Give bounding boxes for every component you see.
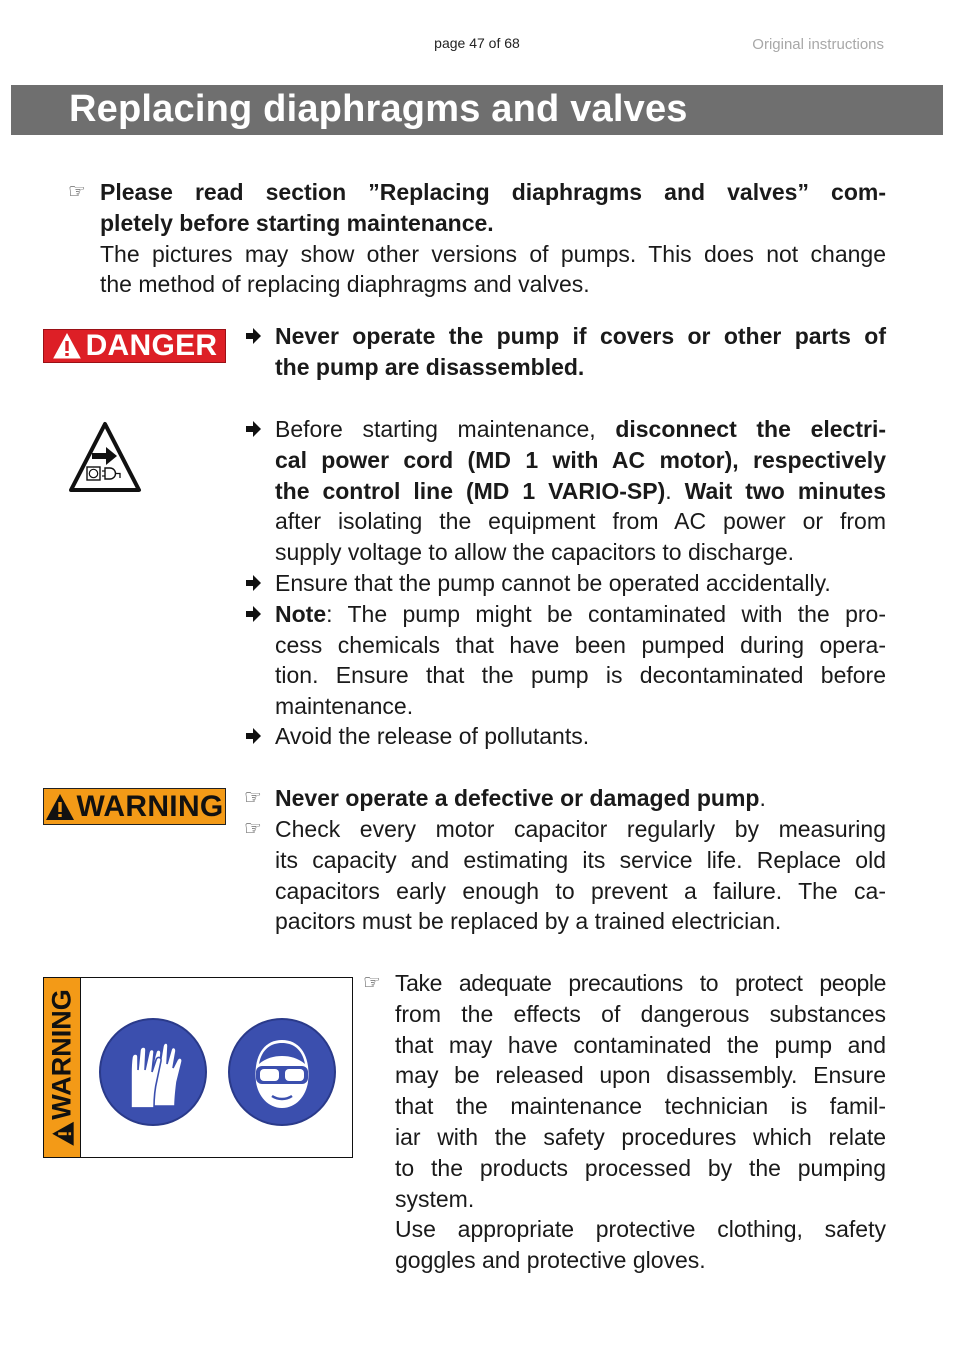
danger-item-4-line-4: maintenance. [275, 693, 414, 720]
pointing-hand-icon: ☞ [68, 181, 86, 203]
page-title: Replacing diaphragms and valves [69, 88, 688, 130]
ppe-line-1: Take adequate precautions to protect people [395, 970, 886, 996]
warning-triangle-icon [50, 1121, 74, 1147]
right-arrow-icon [245, 414, 262, 444]
title-bar [11, 85, 943, 135]
danger-item-2-line-3: the control line (MD 1 VARIO-SP). Wait two minutes [275, 477, 886, 504]
intro-line-2: pletely before starting maintenance. [100, 209, 494, 236]
danger-item-2-line-1: Before starting maintenance, disconnect the electri- [275, 416, 886, 442]
ppe-warning-label-vertical: WARNING [47, 989, 78, 1147]
warning-badge [43, 788, 226, 825]
ppe-line-8: system. [395, 1185, 475, 1212]
danger-item-1-line-1: Never operate the pump if covers or other parts of [275, 323, 886, 349]
ppe-warning-panel [43, 977, 353, 1158]
document-type-label: Original instructions [752, 36, 884, 53]
warning-item-2-line-3: capacitors early enough to prevent a failure. The ca- [275, 877, 886, 904]
ppe-line-6: iar with the safety procedures which relate [395, 1124, 886, 1150]
warning-triangle-icon [45, 792, 75, 822]
danger-item-2-line-2: cal power cord (MD 1 with AC motor), respectively [275, 446, 886, 473]
danger-label: DANGER [85, 329, 218, 362]
disconnect-power-icon [67, 418, 143, 494]
ppe-warning-strip [44, 978, 81, 1157]
ppe-line-4: may be released upon disassembly. Ensure [395, 1062, 886, 1089]
ppe-line-5: that the maintenance technician is famil- [395, 1093, 886, 1120]
right-arrow-icon [245, 599, 262, 629]
danger-item-4-line-1: Note: The pump might be contaminated with the pro- [275, 600, 886, 627]
warning-item-2-line-1: Check every motor capacitor regularly by measuring [275, 816, 886, 842]
ppe-line-9: Use appropriate protective clothing, safety [395, 1216, 886, 1243]
warning-triangle-icon [52, 332, 82, 360]
pointing-hand-icon: ☞ [244, 787, 262, 809]
warning-item-2-line-4: pacitors must be replaced by a trained electrician. [275, 908, 782, 935]
goggles-icon [226, 1016, 338, 1128]
right-arrow-icon [245, 721, 262, 751]
page-number: page 47 of 68 [434, 35, 520, 51]
warning-item-2-line-2: its capacity and estimating its service life. Replace old [275, 846, 886, 873]
pointing-hand-icon: ☞ [363, 972, 381, 994]
danger-item-3: Ensure that the pump cannot be operated accidentally. [275, 570, 831, 596]
intro-line-1: Please read section ”Replacing diaphragms and valves” com- [100, 179, 886, 205]
danger-item-2-line-5: supply voltage to allow the capacitors to discharge. [275, 539, 795, 566]
warning-item-1: Never operate a defective or damaged pump. [275, 785, 766, 811]
intro-line-3: The pictures may show other versions of pumps. This does not change [100, 240, 886, 267]
danger-item-4-line-3: tion. Ensure that the pump is decontaminated before [275, 662, 886, 689]
ppe-line-10: goggles and protective gloves. [395, 1247, 706, 1274]
ppe-line-7: to the products processed by the pumping [395, 1154, 886, 1181]
gloves-icon [97, 1016, 209, 1128]
danger-item-4-line-2: cess chemicals that have been pumped during opera- [275, 631, 886, 658]
danger-item-2-line-4: after isolating the equipment from AC power or from [275, 508, 886, 535]
danger-badge [43, 329, 226, 363]
right-arrow-icon [245, 568, 262, 598]
ppe-line-2: from the effects of dangerous substances [395, 1000, 886, 1027]
ppe-line-3: that may have contaminated the pump and [395, 1031, 886, 1058]
danger-item-1-line-2: the pump are disassembled. [275, 353, 585, 380]
pointing-hand-icon: ☞ [244, 818, 262, 840]
right-arrow-icon [245, 321, 262, 351]
warning-label: WARNING [76, 789, 224, 823]
danger-item-5: Avoid the release of pollutants. [275, 723, 590, 749]
intro-line-4: the method of replacing diaphragms and valves. [100, 271, 590, 298]
